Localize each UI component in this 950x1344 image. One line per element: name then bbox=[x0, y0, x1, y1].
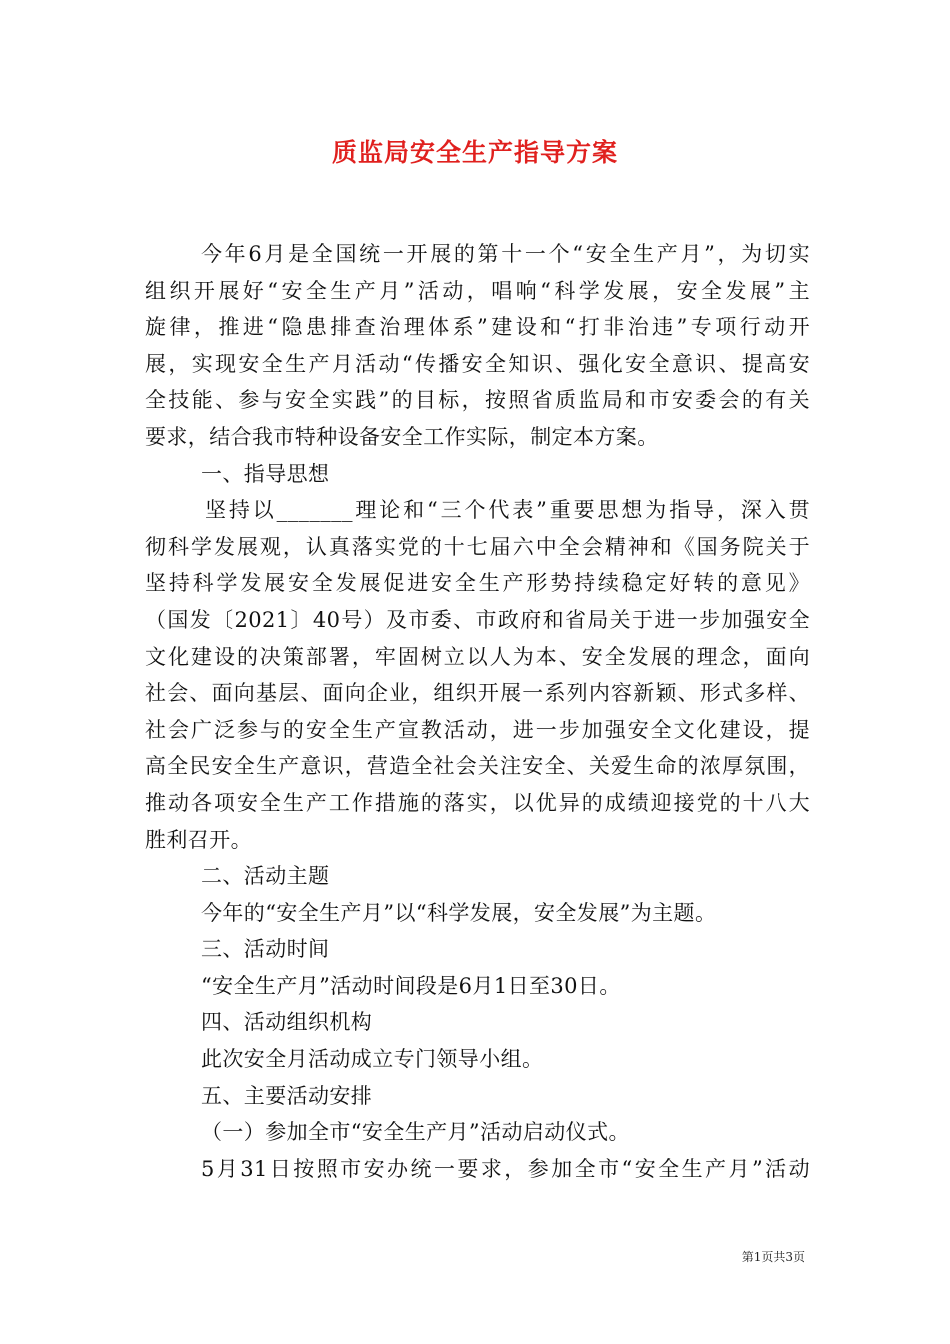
text-line: “安全生产月”活动时间段是6月1日至30日。 bbox=[201, 973, 621, 998]
text-line: 今年6月是全国统一开展的第十一个“安全生产月”，为切实 bbox=[201, 242, 810, 266]
text-line: 文化建设的决策部署，牢固树立以人为本、安全发展的理念，面向 bbox=[145, 644, 810, 669]
text-line: 今年的“安全生产月”以“科学发展，安全发展”为主题。 bbox=[201, 900, 717, 925]
text-line: 坚持以_______理论和“三个代表”重要思想为指导，深入贯 bbox=[205, 498, 810, 523]
text-line: （国发〔2021〕40号）及市委、市政府和省局关于进一步加强安全 bbox=[145, 607, 810, 632]
section-heading: 一、指导思想 bbox=[201, 461, 330, 486]
document-title: 质监局安全生产指导方案 bbox=[331, 138, 618, 167]
subsection-heading: （一）参加全市“安全生产月”活动启动仪式。 bbox=[201, 1120, 630, 1145]
text-line: 旋律，推进“隐患排查治理体系”建设和“打非治违”专项行动开 bbox=[145, 315, 810, 340]
text-line: 社会、面向基层、面向企业，组织开展一系列内容新颖、形式多样、 bbox=[145, 681, 810, 706]
text-line: 组织开展好“安全生产月”活动，唱响“科学发展，安全发展”主 bbox=[145, 278, 810, 303]
section-heading: 二、活动主题 bbox=[201, 864, 330, 889]
text-line: 推动各项安全生产工作措施的落实，以优异的成绩迎接党的十八大 bbox=[145, 790, 810, 815]
text-line: 此次安全月活动成立专门领导小组。 bbox=[201, 1047, 544, 1072]
text-line: 要求，结合我市特种设备安全工作实际，制定本方案。 bbox=[145, 424, 659, 449]
section-heading: 四、活动组织机构 bbox=[201, 1010, 373, 1035]
text-line: 胜利召开。 bbox=[145, 827, 252, 852]
section-heading: 五、主要活动安排 bbox=[201, 1083, 373, 1108]
text-line: 高全民安全生产意识，营造全社会关注安全、关爱生命的浓厚氛围， bbox=[145, 754, 810, 779]
text-line: 全技能、参与安全实践”的目标，按照省质监局和市安委会的有关 bbox=[145, 388, 810, 413]
page-number: 第1页共3页 bbox=[741, 1250, 805, 1264]
text-line: 彻科学发展观，认真落实党的十七届六中全会精神和《国务院关于 bbox=[145, 534, 810, 559]
text-line: 5月31日按照市安办统一要求，参加全市“安全生产月”活动 bbox=[201, 1156, 810, 1181]
section-heading: 三、活动时间 bbox=[201, 937, 330, 962]
document-body bbox=[145, 236, 810, 1187]
text-line: 展，实现安全生产月活动“传播安全知识、强化安全意识、提高安 bbox=[145, 351, 810, 376]
text-line: 社会广泛参与的安全生产宣教活动，进一步加强安全文化建设，提 bbox=[145, 717, 810, 742]
text-line: 坚持科学发展安全发展促进安全生产形势持续稳定好转的意见》 bbox=[145, 571, 810, 596]
